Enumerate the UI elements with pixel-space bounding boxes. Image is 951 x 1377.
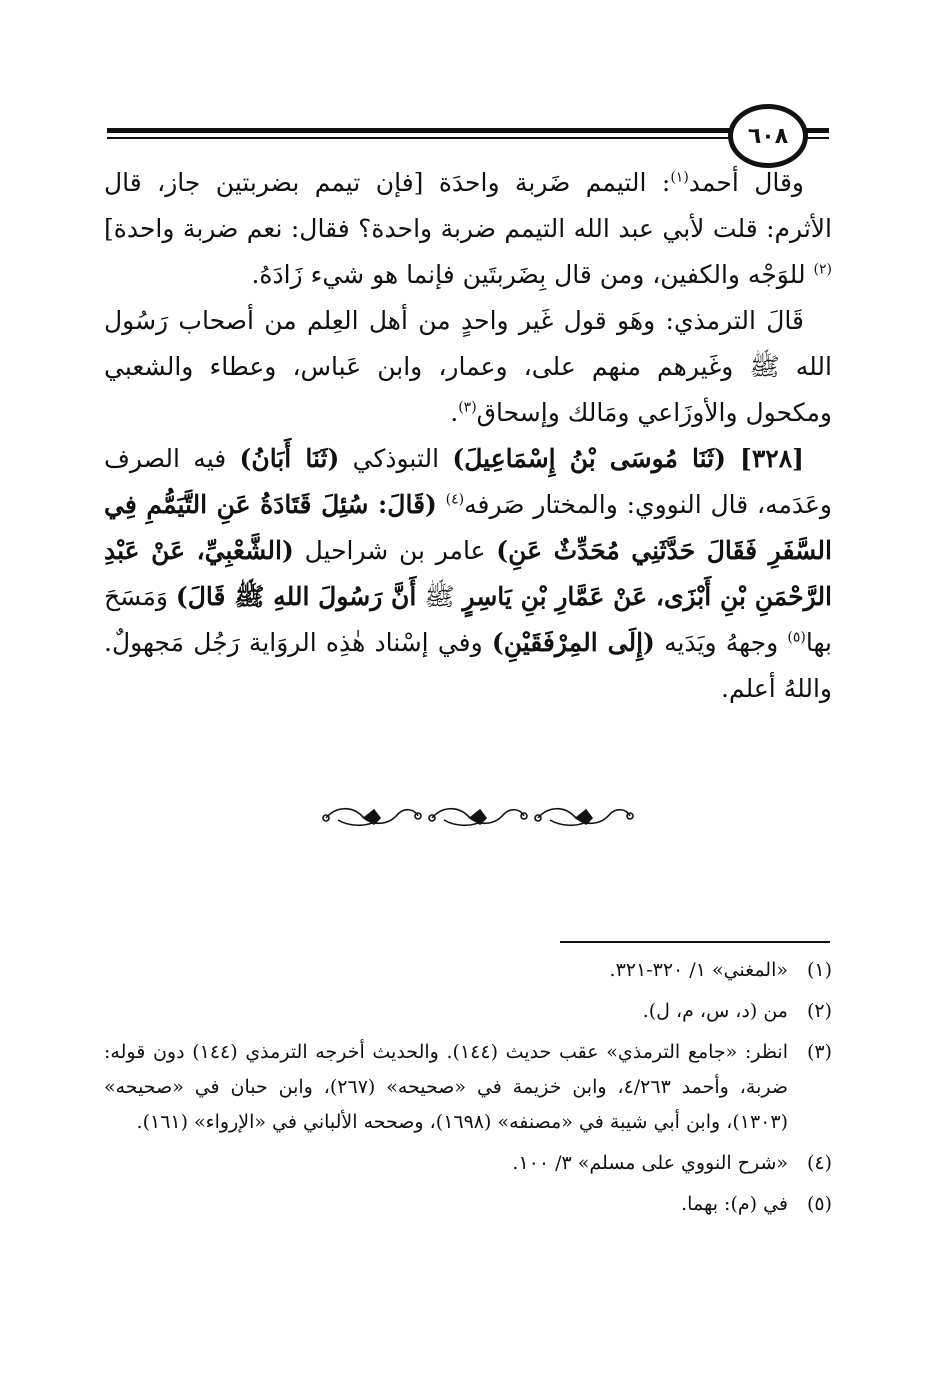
header-rule-thin (107, 137, 829, 139)
text (437, 490, 446, 519)
footnote-separator (560, 941, 830, 943)
footnote-5 (104, 1187, 832, 1222)
footnote-text: «شرح النووي على مسلم» ٣/ ١٠٠. (512, 1152, 788, 1174)
footnote-ref-3: (٣) (458, 399, 477, 416)
footnote-ref-2: (٢) (813, 261, 832, 278)
narrator: (ثَنَا أَبَانُ) (239, 444, 340, 473)
text: : التيمم ضَربة واحدَة [فإن تيمم بضربتين جاز، قال الأثرم: قلت لأبي عبد الله التيمم ضربة واحدة؟ فقال: نعم ضربة واحدة] (104, 168, 832, 243)
footnote-text: انظر: «جامع الترمذي» عقب حديث (١٤٤). والحديث أخرجه الترمذي (١٤٤) دون قوله: ضربة، وأحمد ٤/٢٦٣، وابن خزيمة في «صحيحه» (٢٦٧)، وابن حبان في «صحيحه» (١٣٠٣)، وابن أبي شيبة في «مصنفه» (١٦٩٨)، وصححه الألباني في «الإرواء» (١٦١). (104, 1041, 788, 1133)
paragraph-2 (104, 298, 832, 436)
text: وقال أحمد (688, 168, 804, 197)
footnote-2 (104, 994, 832, 1029)
text: وفي إسْناد هٰذِه الروَاية رَجُل مَجهولٌ. واللهُ أعلم. (104, 628, 832, 703)
ornament-divider (318, 796, 638, 836)
honorific: ﷺ (416, 582, 463, 611)
footnote-number: (٢) (806, 1000, 832, 1022)
footnote-4 (104, 1146, 832, 1181)
footnote-ref-5: (٥) (787, 629, 806, 646)
header-rule-thick (107, 128, 829, 133)
paragraph-3 (104, 436, 832, 712)
footnote-number: (٣) (806, 1041, 832, 1063)
hadith-text: (قَالَ: سُئِلَ قَتَادَةُ عَنِ التَّيَمُّمِ فِي السَّفَرِ فَقَالَ حَدَّثَنِي مُحَدِّثٌ عَنِ) (104, 490, 832, 565)
text: وجههُ ويَدَيه (654, 628, 788, 657)
text: عامر بن شراحيل (293, 536, 497, 565)
text: وَمَسَحَ بها (104, 582, 832, 657)
footnote-text: في (م): بهما. (681, 1193, 788, 1215)
text: فيه الصرف وعَدَمه، قال النووي: والمختار صَرفه (104, 444, 832, 519)
hadith-text: (الشَّعْبِيِّ، عَنْ عَبْدِ الرَّحْمَنِ بْنِ أَبْزَى، عَنْ عَمَّارِ بْنِ يَاسِرٍ (104, 536, 833, 611)
footnote-text: من (د، س، م، ل). (642, 1000, 788, 1022)
footnote-number: (٤) (806, 1152, 832, 1174)
footnote-3 (104, 1035, 832, 1140)
footnote-text: «المغني» ١/ ٣٢٠-٣٢١. (609, 959, 788, 981)
hadith-text: (إِلَى المِرْفَقَيْنِ) (491, 628, 655, 657)
footnote-1 (104, 953, 832, 988)
ornament-motif-3 (535, 809, 633, 826)
text: التبوذكي (339, 444, 453, 473)
ornament-motif-1 (323, 809, 421, 826)
footnote-number: (٥) (806, 1193, 832, 1215)
footnotes (104, 953, 832, 1228)
text: للوَجْه والكفين، ومن قال بِضَربتَين فإنما هو شيء زَادَهُ. (251, 260, 814, 289)
footnote-number: (١) (806, 959, 832, 981)
body-text (104, 160, 832, 712)
text: . (450, 398, 459, 427)
ornament-motif-2 (429, 809, 527, 826)
footnote-ref-4: (٤) (445, 491, 465, 508)
footnote-ref-1: (١) (670, 169, 689, 186)
text: قَالَ الترمذي: وهَو قول غَير واحدٍ من أهل العِلم من أصحاب رَسُول الله ﷺ وغَيرهم منهم على، وعمار، وابن عَباس، وعطاء والشعبي ومكحول والأوزَاعي ومَالك وإسحاق (104, 306, 832, 427)
paragraph-1 (104, 160, 832, 298)
page-number: ٦٠٨ (728, 104, 808, 168)
hadith-text: أَنَّ رَسُولَ اللهِ ﷺ قَالَ) (175, 582, 417, 611)
hadith-number-and-narrator: [٣٢٨] (ثَنَا مُوسَى بْنُ إِسْمَاعِيلَ) (452, 444, 804, 473)
